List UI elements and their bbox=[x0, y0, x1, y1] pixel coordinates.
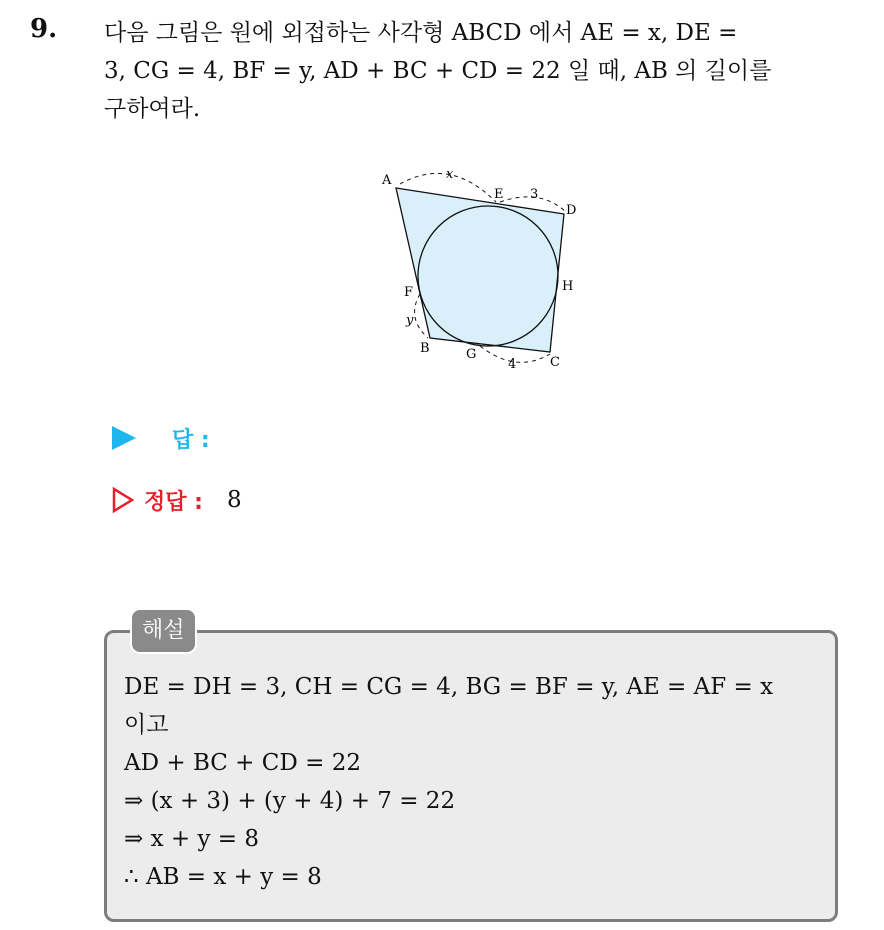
correct-answer-label: 정답 : bbox=[144, 489, 203, 515]
length-four: 4 bbox=[508, 357, 517, 372]
problem-line-1-text: 다음 그림은 원에 외접하는 사각형 ABCD 에서 AE = x, DE = bbox=[104, 20, 738, 46]
label-a: A bbox=[382, 173, 392, 188]
problem-line-2-text: 3, CG = 4, BF = y, AD + BC + CD = 22 일 때, AB 의 길이를 bbox=[104, 58, 772, 84]
problem-number: 9. bbox=[30, 14, 58, 44]
problem-line-2 bbox=[104, 52, 864, 90]
tangential-quadrilateral-figure bbox=[370, 160, 600, 380]
solution-line-2: 이고 bbox=[124, 712, 169, 738]
solution-content bbox=[124, 668, 824, 896]
play-triangle-icon bbox=[112, 426, 136, 450]
label-e: E bbox=[494, 187, 504, 202]
problem-line-1 bbox=[104, 14, 864, 52]
label-c: C bbox=[550, 355, 560, 370]
outline-triangle-icon bbox=[112, 487, 134, 513]
answer-label: 답 : bbox=[172, 427, 210, 453]
correct-answer-row bbox=[112, 482, 242, 518]
solution-line-3: AD + BC + CD = 22 bbox=[124, 750, 361, 776]
correct-answer-value: 8 bbox=[226, 487, 242, 513]
solution-tab: 해설 bbox=[130, 608, 197, 654]
length-three: 3 bbox=[530, 187, 539, 202]
solution-line-5: ⇒ x + y = 8 bbox=[124, 826, 259, 852]
label-f: F bbox=[404, 285, 414, 300]
solution-line-1: DE = DH = 3, CH = CG = 4, BG = BF = y, AE = AF = x bbox=[124, 674, 774, 700]
answer-row bbox=[112, 420, 210, 456]
label-d: D bbox=[566, 203, 577, 218]
solution-line-6: ∴ AB = x + y = 8 bbox=[124, 864, 322, 890]
label-g: G bbox=[466, 347, 477, 362]
label-b: B bbox=[420, 341, 430, 356]
quadrilateral-abcd bbox=[396, 188, 564, 352]
label-h: H bbox=[562, 279, 574, 294]
length-x: x bbox=[446, 167, 454, 182]
length-y: y bbox=[406, 313, 414, 328]
solution-line-4: ⇒ (x + 3) + (y + 4) + 7 = 22 bbox=[124, 788, 456, 814]
problem-line-3-text: 구하여라. bbox=[104, 96, 201, 122]
problem-line-3 bbox=[104, 90, 864, 128]
problem-statement bbox=[104, 14, 864, 128]
